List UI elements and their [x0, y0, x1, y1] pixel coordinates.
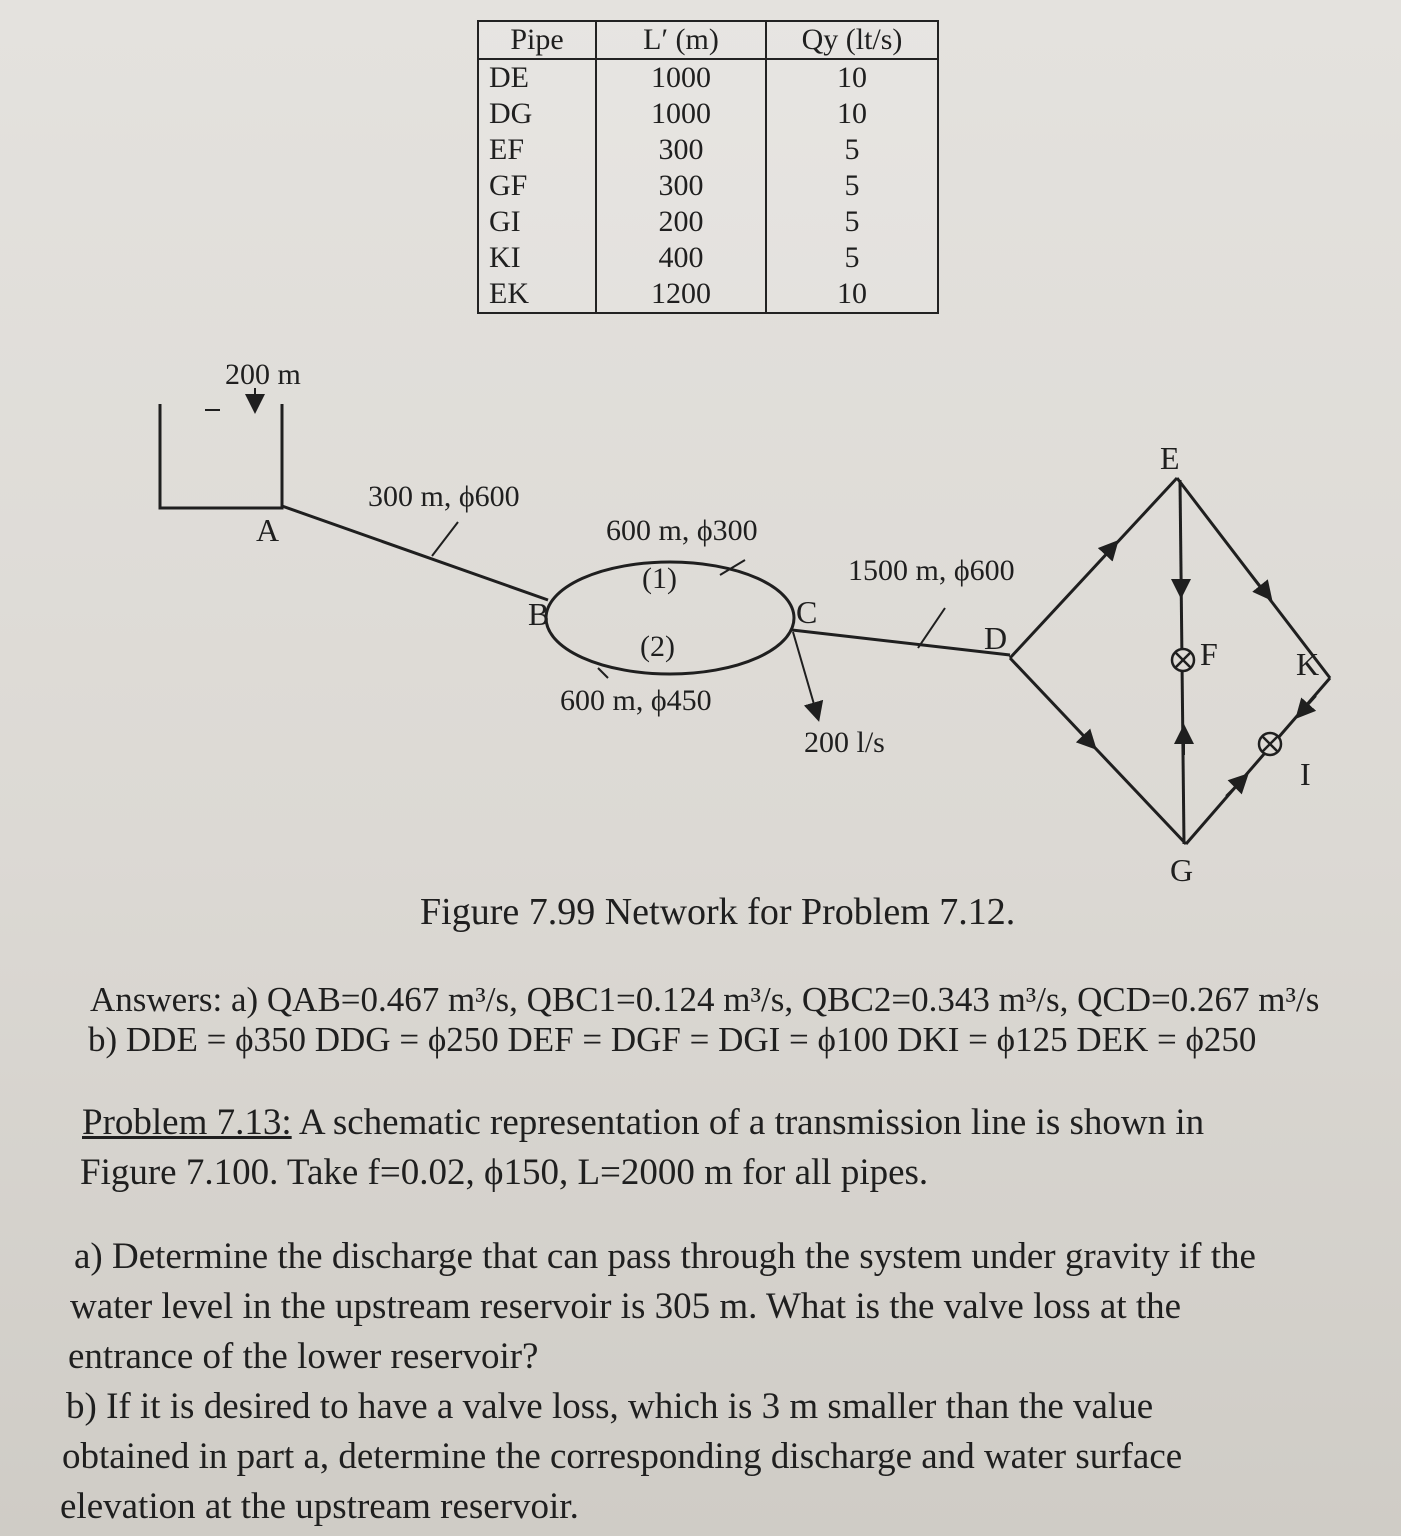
- part-b-line2: obtained in part a, determine the corresponding discharge and water surface: [62, 1436, 1183, 1477]
- pipe-ab-label: 300 m, ϕ600: [368, 480, 520, 513]
- outflow-symbol-f: [1172, 649, 1194, 671]
- figure-caption: Figure 7.99 Network for Problem 7.12.: [420, 891, 1016, 933]
- flow-cell: 5: [766, 204, 938, 240]
- node-c-label: C: [796, 594, 818, 630]
- pipe-name-cell: DG: [478, 96, 596, 132]
- header-length: L′ (m): [596, 21, 766, 59]
- pipe-name-cell: EK: [478, 276, 596, 313]
- length-cell: 1000: [596, 59, 766, 96]
- length-cell: 1000: [596, 96, 766, 132]
- pipe-bc2-pointer: [598, 668, 608, 678]
- node-e-label: E: [1160, 440, 1180, 476]
- reservoir-level-label: 200 m: [225, 358, 301, 391]
- pipe-name-cell: KI: [478, 240, 596, 276]
- problem-intro-line2: Figure 7.100. Take f=0.02, ϕ150, L=2000 m for all pipes.: [80, 1152, 929, 1193]
- node-b-label: B: [528, 596, 550, 632]
- length-cell: 400: [596, 240, 766, 276]
- outflow-label: 200 l/s: [804, 726, 885, 759]
- pipe-name-cell: GI: [478, 204, 596, 240]
- pipe-de: [1010, 478, 1177, 658]
- length-cell: 300: [596, 168, 766, 204]
- part-a-line1: a) Determine the discharge that can pass through the system under gravity if the: [74, 1236, 1256, 1277]
- part-b-line1: b) If it is desired to have a valve loss, which is 3 m smaller than the value: [66, 1386, 1154, 1427]
- arrow-ek: [1250, 573, 1270, 598]
- pipe-bc1-label: 600 m, ϕ300: [606, 514, 758, 547]
- header-flow: Qy (lt/s): [766, 21, 938, 59]
- pipe-dg: [1010, 658, 1186, 844]
- flow-cell: 5: [766, 240, 938, 276]
- length-cell: 200: [596, 204, 766, 240]
- node-d-label: D: [984, 620, 1008, 656]
- pipe-cd: [792, 630, 1010, 655]
- length-cell: 300: [596, 132, 766, 168]
- node-f-label: F: [1200, 636, 1218, 672]
- outflow-arrow: [793, 632, 818, 718]
- node-i-label: I: [1300, 756, 1311, 792]
- pipe-bc1-number: (1): [642, 562, 677, 595]
- flow-cell: 5: [766, 132, 938, 168]
- problem-intro-line1: [82, 1098, 1204, 1148]
- pipe-name-cell: GF: [478, 168, 596, 204]
- pipe-name-cell: EF: [478, 132, 596, 168]
- pipe-bc2-number: (2): [640, 630, 675, 663]
- arrow-ki: [1298, 696, 1316, 716]
- node-a-label: A: [256, 512, 280, 548]
- part-a-line3: entrance of the lower reservoir?: [68, 1336, 539, 1377]
- pipe-bc2-label: 600 m, ϕ450: [560, 684, 712, 717]
- part-a-line2: water level in the upstream reservoir is 305 m. What is the valve loss at the: [70, 1286, 1182, 1327]
- arrow-gi: [1226, 776, 1246, 796]
- pipe-cd-pointer: [918, 608, 945, 648]
- node-g-label: G: [1170, 852, 1194, 888]
- node-k-label: K: [1296, 646, 1320, 682]
- reservoir-tank: [160, 404, 282, 508]
- arrow-dg: [1073, 725, 1094, 747]
- problem-title: Problem 7.13:: [82, 1102, 292, 1143]
- flow-cell: 10: [766, 276, 938, 313]
- arrow-de: [1095, 543, 1116, 566]
- outflow-symbol-i: [1259, 733, 1281, 755]
- flow-cell: 10: [766, 59, 938, 96]
- pipe-cd-label: 1500 m, ϕ600: [848, 554, 1015, 587]
- length-cell: 1200: [596, 276, 766, 313]
- flow-cell: 10: [766, 96, 938, 132]
- header-pipe: Pipe: [478, 21, 596, 59]
- pipe-ab: [282, 506, 548, 600]
- part-b-line3: elevation at the upstream reservoir.: [60, 1486, 579, 1527]
- answers-line-b: b) DDE = ϕ350 DDG = ϕ250 DEF = DGF = DGI = ϕ100 DKI = ϕ125 DEK = ϕ250: [88, 1020, 1257, 1059]
- pipe-name-cell: DE: [478, 59, 596, 96]
- answers-line-a: Answers: a) QAB=0.467 m³/s, QBC1=0.124 m³/s, QBC2=0.343 m³/s, QCD=0.267 m³/s: [90, 980, 1320, 1019]
- pipe-ab-pointer: [432, 522, 458, 556]
- problem-intro-text: A schematic representation of a transmission line is shown in: [298, 1102, 1205, 1143]
- flow-cell: 5: [766, 168, 938, 204]
